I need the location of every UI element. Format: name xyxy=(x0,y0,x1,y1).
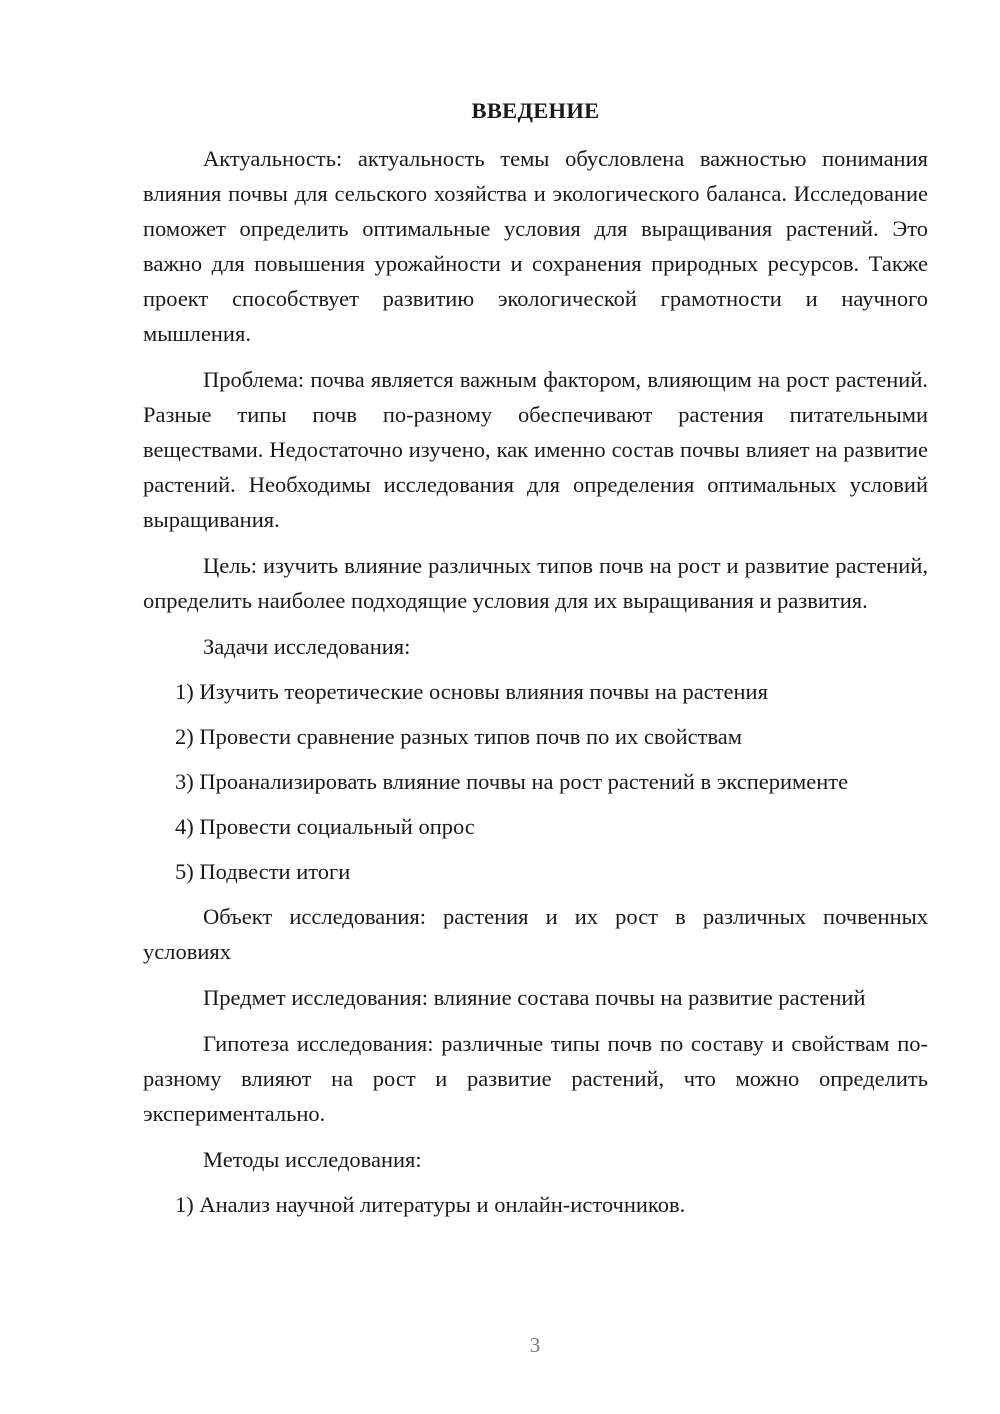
object-paragraph: Объект исследования: растения и их рост в различных почвенных условиях xyxy=(143,904,928,964)
subject-paragraph: Предмет исследования: влияние состава почвы на развитие растений xyxy=(203,985,866,1010)
task-item: 3) Проанализировать влияние почвы на рост растений в эксперименте xyxy=(175,769,849,794)
task-item: 4) Провести социальный опрос xyxy=(175,814,475,839)
task-item: 2) Провести сравнение разных типов почв по их свойствам xyxy=(175,724,743,749)
tasks-list xyxy=(143,674,928,889)
method-item: 1) Анализ научной литературы и онлайн-источников. xyxy=(175,1192,686,1217)
document-page xyxy=(143,95,928,1232)
goal-paragraph: Цель: изучить влияние различных типов почв на рост и развитие растений, определить наиболее подходящие условия для их выращивания и развития. xyxy=(143,553,928,613)
section-title: ВВЕДЕНИЕ xyxy=(471,98,600,123)
problem-paragraph: Проблема: почва является важным фактором, влияющим на рост растений. Разные типы почв по-разному обеспечивают растения питательными веществами. Недостаточно изучено, как именно состав почвы влияет на развитие растений. Необходимы исследования для определения оптимальных условий выращивания. xyxy=(143,367,928,532)
tasks-label: Задачи исследования: xyxy=(203,634,411,659)
page-number: 3 xyxy=(529,1333,541,1357)
task-item: 1) Изучить теоретические основы влияния почвы на растения xyxy=(175,679,768,704)
methods-label: Методы исследования: xyxy=(203,1147,422,1172)
task-item: 5) Подвести итоги xyxy=(175,859,351,884)
methods-list xyxy=(143,1187,928,1222)
relevance-paragraph: Актуальность: актуальность темы обусловлена важностью понимания влияния почвы для сельского хозяйства и экологического баланса. Исследование поможет определить оптимальные условия для выращивания растений. Это важно для повышения урожайности и сохранения природных ресурсов. Также проект способствует развитию экологической грамотности и научного мышления. xyxy=(143,146,928,346)
hypothesis-paragraph: Гипотеза исследования: различные типы почв по составу и свойствам по-разному влияют на рост и развитие растений, что можно определить экспериментально. xyxy=(143,1031,928,1126)
